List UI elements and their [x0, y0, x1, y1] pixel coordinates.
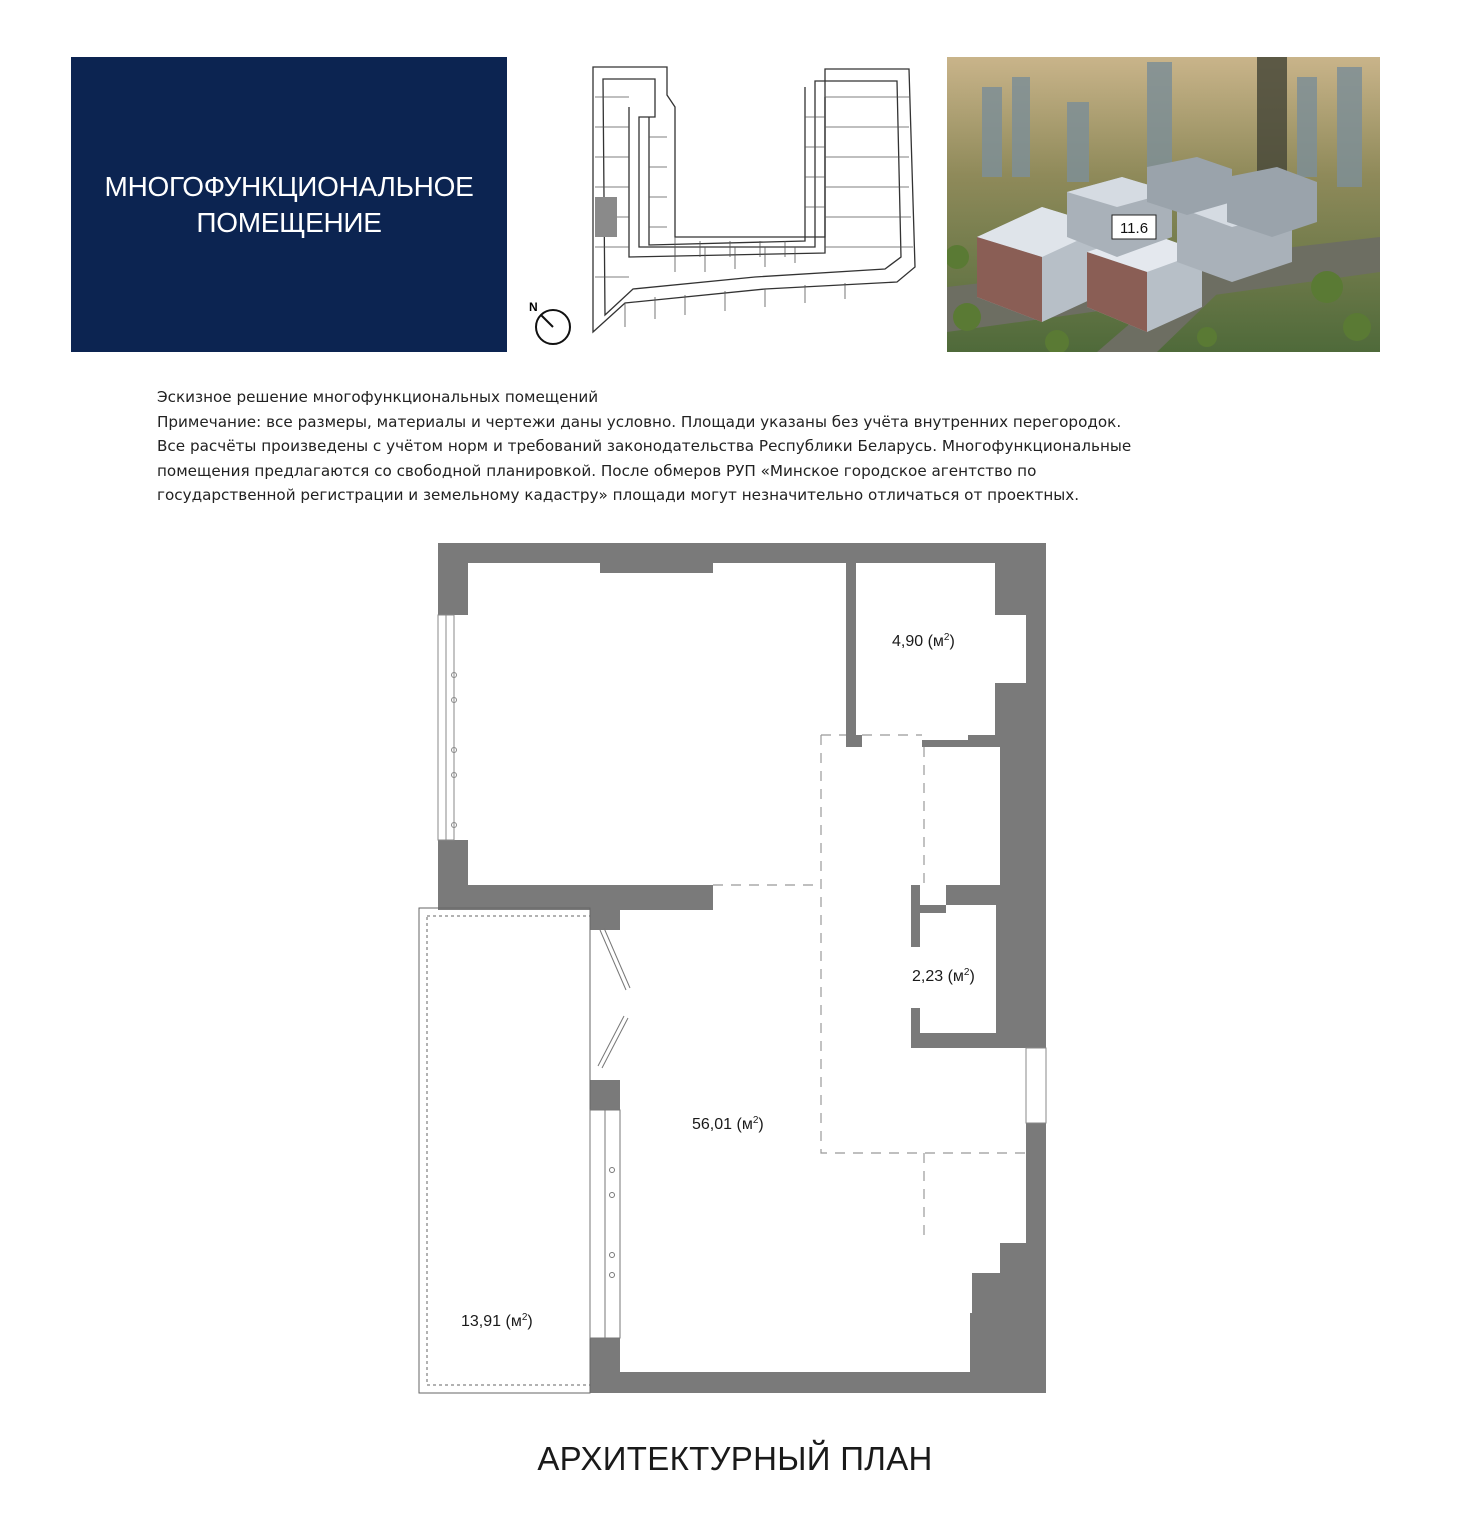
title-box [71, 57, 507, 352]
notes-block [157, 385, 1337, 508]
plan-title: АРХИТЕКТУРНЫЙ ПЛАН [537, 1440, 933, 1477]
page-title [105, 169, 474, 241]
notes-line-2: Примечание: все размеры, материалы и чертежи даны условно. Площади указаны без учёта внутренних перегородок. [157, 412, 1122, 431]
area-label-main-hall: 56,01 $(м^2)$ [692, 1115, 764, 1133]
title-line-1: МНОГОФУНКЦИОНАЛЬНОЕ [104, 170, 474, 202]
area-label-terrace: 13,91 $(м^2)$ [461, 1312, 533, 1330]
notes-line-4: помещения предлагаются со свободной планировкой. После обмеров РУП «Минское городское агентство по [157, 461, 1037, 480]
notes-line-3: Все расчёты произведены с учётом норм и требований законодательства Республики Беларусь. Многофункциональные [157, 437, 1132, 455]
area-label-storage: 4,90 $(м^2)$ [892, 632, 955, 650]
floor-plan [400, 530, 1070, 1410]
area-label-wc: 2,23 $(м^2)$ [912, 967, 975, 985]
window-left [438, 615, 457, 840]
balcony-doors [590, 928, 630, 1338]
building-label: 11.6 [1119, 220, 1149, 237]
aerial-render-image [947, 57, 1380, 352]
compass-icon [529, 300, 570, 344]
notes-line-1: Эскизное решение многофункциональных помещений [157, 388, 599, 406]
notes-line-5: государственной регистрации и земельному кадастру» площади могут незначительно отличаться от проектных. [157, 486, 1080, 504]
title-line-2: ПОМЕЩЕНИЕ [196, 206, 382, 238]
key-plan-image [525, 57, 935, 352]
compass-north-label: N [529, 300, 538, 314]
highlighted-unit [595, 197, 617, 237]
